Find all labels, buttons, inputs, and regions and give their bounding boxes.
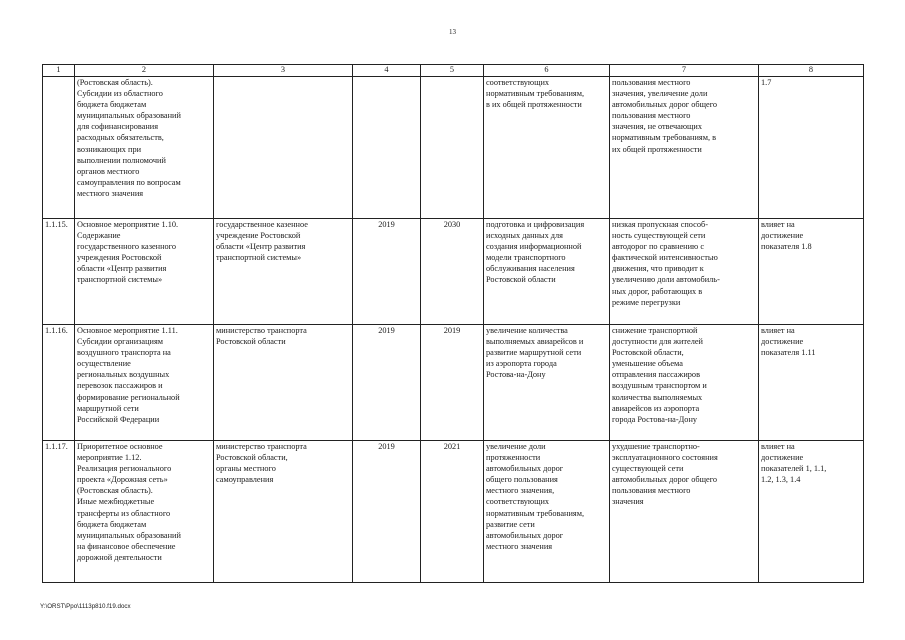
cell-indicator-link (759, 219, 864, 325)
text-line: режиме перегрузки (612, 297, 681, 307)
text-line: показателей 1, 1.1, (761, 464, 827, 474)
text-line: государственное казенное (216, 220, 308, 229)
text-line: области «Центр развития (77, 264, 167, 274)
text-line: местного значения, (486, 486, 555, 496)
text-line: доступности для жителей (612, 337, 703, 347)
text-line: исходных данных для (486, 231, 563, 241)
text-line: показателя 1.8 (761, 242, 812, 252)
text-line: их общей протяженности (612, 144, 702, 154)
text-line: трансферты из областного (77, 508, 171, 518)
text-line: проекта «Дорожная сеть» (77, 475, 168, 485)
cell-consequence (610, 219, 759, 325)
text-line: авиарейсов из аэропорта (612, 403, 700, 413)
cell-start-year: 2019 (353, 325, 421, 441)
text-line: ных дорог, работающих в (612, 286, 703, 296)
measures-table (42, 64, 864, 583)
text-line: государственного казенного (77, 242, 177, 252)
text-line: значения, не отвечающих (612, 122, 703, 132)
text-line: (Ростовская область). (77, 486, 153, 496)
text-line: уменьшение объема (612, 359, 683, 369)
table-row (43, 219, 864, 325)
cell-executor (214, 77, 353, 219)
text-line: формирование региональной (77, 392, 180, 402)
cell-expected-result (484, 325, 610, 441)
cell-start-year: 2019 (353, 441, 421, 583)
text-line: развитие маршрутной сети (486, 348, 582, 358)
text-line: количества выполняемых (612, 392, 703, 402)
text-line: маршрутной сети (77, 403, 139, 413)
cell-end-year: 2021 (421, 441, 484, 583)
text-line: учреждения Ростовской (77, 253, 162, 263)
table-row (43, 441, 864, 583)
cell-end-year: 2019 (421, 325, 484, 441)
text-line: пользования местного (612, 486, 691, 496)
text-line: существующей сети (612, 464, 684, 474)
text-line: влияет на (761, 220, 795, 229)
text-line: бюджета бюджетам (77, 100, 147, 110)
cell-indicator-link (759, 325, 864, 441)
column-header: 5 (421, 65, 484, 77)
text-line: развитие сети (486, 519, 535, 529)
text-line: пользования местного (612, 78, 691, 87)
text-line: органы местного (216, 464, 276, 474)
text-line: 1.2, 1.3, 1.4 (761, 475, 801, 485)
cell-indicator-link (759, 441, 864, 583)
text-line: Реализация регионального (77, 464, 172, 474)
column-number-row (43, 65, 864, 77)
column-header: 4 (353, 65, 421, 77)
text-line: министерство транспорта (216, 326, 307, 335)
text-line: общего пользования (486, 475, 558, 485)
cell-number (43, 77, 75, 219)
text-line: самоуправления (216, 475, 274, 485)
cell-executor (214, 219, 353, 325)
text-line: Ростова-на-Дону (486, 370, 546, 380)
page-number: 13 (449, 28, 456, 36)
text-line: органов местного (77, 166, 140, 176)
cell-expected-result (484, 441, 610, 583)
text-line: муниципальных образований (77, 111, 181, 121)
text-line: автомобильных дорог общего (612, 100, 718, 110)
text-line: Ростовской области, (216, 453, 288, 463)
cell-executor (214, 325, 353, 441)
text-line: увеличению доли автомобиль- (612, 275, 720, 285)
text-line: транспортной системы» (77, 275, 163, 285)
text-line: автодорог по сравнению с (612, 242, 705, 252)
text-line: отправления пассажиров (612, 370, 700, 380)
text-line: фактической интенсивностью (612, 253, 718, 263)
text-line: достижение (761, 453, 804, 463)
text-line: (Ростовская область). (77, 78, 153, 87)
cell-measure-name (75, 219, 214, 325)
text-line: выполнении полномочий (77, 155, 166, 165)
text-line: достижение (761, 231, 804, 241)
text-line: местного значения (77, 188, 144, 198)
text-line: для софинансирования (77, 122, 159, 132)
cell-number: 1.1.17. (43, 441, 75, 583)
text-line: низкая пропускная способ- (612, 220, 708, 229)
text-line: нормативным требованиям, (486, 508, 585, 518)
cell-expected-result (484, 77, 610, 219)
text-line: воздушным транспортом и (612, 381, 707, 391)
text-line: увеличение доли (486, 442, 546, 451)
text-line: протяженности (486, 453, 541, 463)
text-line: Основное мероприятие 1.10. (77, 220, 179, 229)
text-line: эксплуатационного состояния (612, 453, 718, 463)
text-line: движения, что приводит к (612, 264, 704, 274)
text-line: значения, увеличение доли (612, 89, 708, 99)
text-line: воздушного транспорта на (77, 348, 171, 358)
text-line: нормативным требованиям, в (612, 133, 717, 143)
text-line: Субсидии из областного (77, 89, 163, 99)
column-header: 8 (759, 65, 864, 77)
text-line: значения (612, 497, 644, 507)
cell-measure-name (75, 77, 214, 219)
text-line: самоуправления по вопросам (77, 177, 181, 187)
text-line: соответствующих (486, 497, 550, 507)
text-line: из аэропорта города (486, 359, 557, 369)
table-row (43, 77, 864, 219)
text-line: министерство транспорта (216, 442, 307, 451)
text-line: снижение транспортной (612, 326, 698, 335)
file-path-footer: Y:\ORST\Ppo\1113p810.f19.docx (40, 603, 131, 610)
cell-start-year: 2019 (353, 219, 421, 325)
text-line: области «Центр развития (216, 242, 306, 252)
text-line: возникающих при (77, 144, 142, 154)
text-line: местного значения (486, 541, 553, 551)
cell-start-year (353, 77, 421, 219)
text-line: Иные межбюджетные (77, 497, 155, 507)
text-line: Приоритетное основное (77, 442, 163, 451)
text-line: Российской Федерации (77, 414, 160, 424)
text-line: показателя 1.11 (761, 348, 816, 358)
text-line: нормативным требованиям, (486, 89, 585, 99)
cell-end-year (421, 77, 484, 219)
text-line: модели транспортного (486, 253, 566, 263)
table-row (43, 325, 864, 441)
cell-consequence (610, 325, 759, 441)
text-line: автомобильных дорог (486, 530, 564, 540)
text-line: перевозок пассажиров и (77, 381, 163, 391)
text-line: подготовка и цифровизация (486, 220, 585, 229)
text-line: автомобильных дорог общего (612, 475, 718, 485)
cell-end-year: 2030 (421, 219, 484, 325)
text-line: региональных воздушных (77, 370, 170, 380)
text-line: Ростовской области, (612, 348, 684, 358)
cell-measure-name (75, 325, 214, 441)
text-line: соответствующих (486, 78, 550, 87)
cell-consequence (610, 441, 759, 583)
cell-indicator-link (759, 77, 864, 219)
cell-number: 1.1.15. (43, 219, 75, 325)
text-line: Ростовской области (486, 275, 556, 285)
text-line: влияет на (761, 326, 795, 335)
text-line: дорожной деятельности (77, 552, 162, 562)
text-line: ухудшение транспортно- (612, 442, 700, 451)
text-line: обслуживания населения (486, 264, 575, 274)
text-line: транспортной системы» (216, 253, 302, 263)
text-line: расходных обязательств, (77, 133, 164, 143)
column-header: 6 (484, 65, 610, 77)
text-line: бюджета бюджетам (77, 519, 147, 529)
cell-number: 1.1.16. (43, 325, 75, 441)
cell-measure-name (75, 441, 214, 583)
column-header: 2 (75, 65, 214, 77)
text-line: ность существующей сети (612, 231, 706, 241)
column-header: 1 (43, 65, 75, 77)
cell-consequence (610, 77, 759, 219)
text-line: Содержание (77, 231, 121, 241)
text-line: пользования местного (612, 111, 691, 121)
text-line: осуществление (77, 359, 131, 369)
text-line: муниципальных образований (77, 530, 181, 540)
column-header: 3 (214, 65, 353, 77)
cell-expected-result (484, 219, 610, 325)
text-line: в их общей протяженности (486, 100, 582, 110)
text-line: Основное мероприятие 1.11. (77, 326, 178, 335)
text-line: создания информационной (486, 242, 582, 252)
cell-executor (214, 441, 353, 583)
text-line: учреждение Ростовской (216, 231, 301, 241)
text-line: мероприятие 1.12. (77, 453, 142, 463)
text-line: выполняемых авиарейсов и (486, 337, 584, 347)
text-line: увеличение количества (486, 326, 568, 335)
text-line: города Ростова-на-Дону (612, 414, 698, 424)
text-line: на финансовое обеспечение (77, 541, 176, 551)
text-line: 1.7 (761, 78, 772, 87)
text-line: Ростовской области (216, 337, 286, 347)
column-header: 7 (610, 65, 759, 77)
text-line: достижение (761, 337, 804, 347)
text-line: Субсидии организациям (77, 337, 164, 347)
text-line: автомобильных дорог (486, 464, 564, 474)
text-line: влияет на (761, 442, 795, 451)
